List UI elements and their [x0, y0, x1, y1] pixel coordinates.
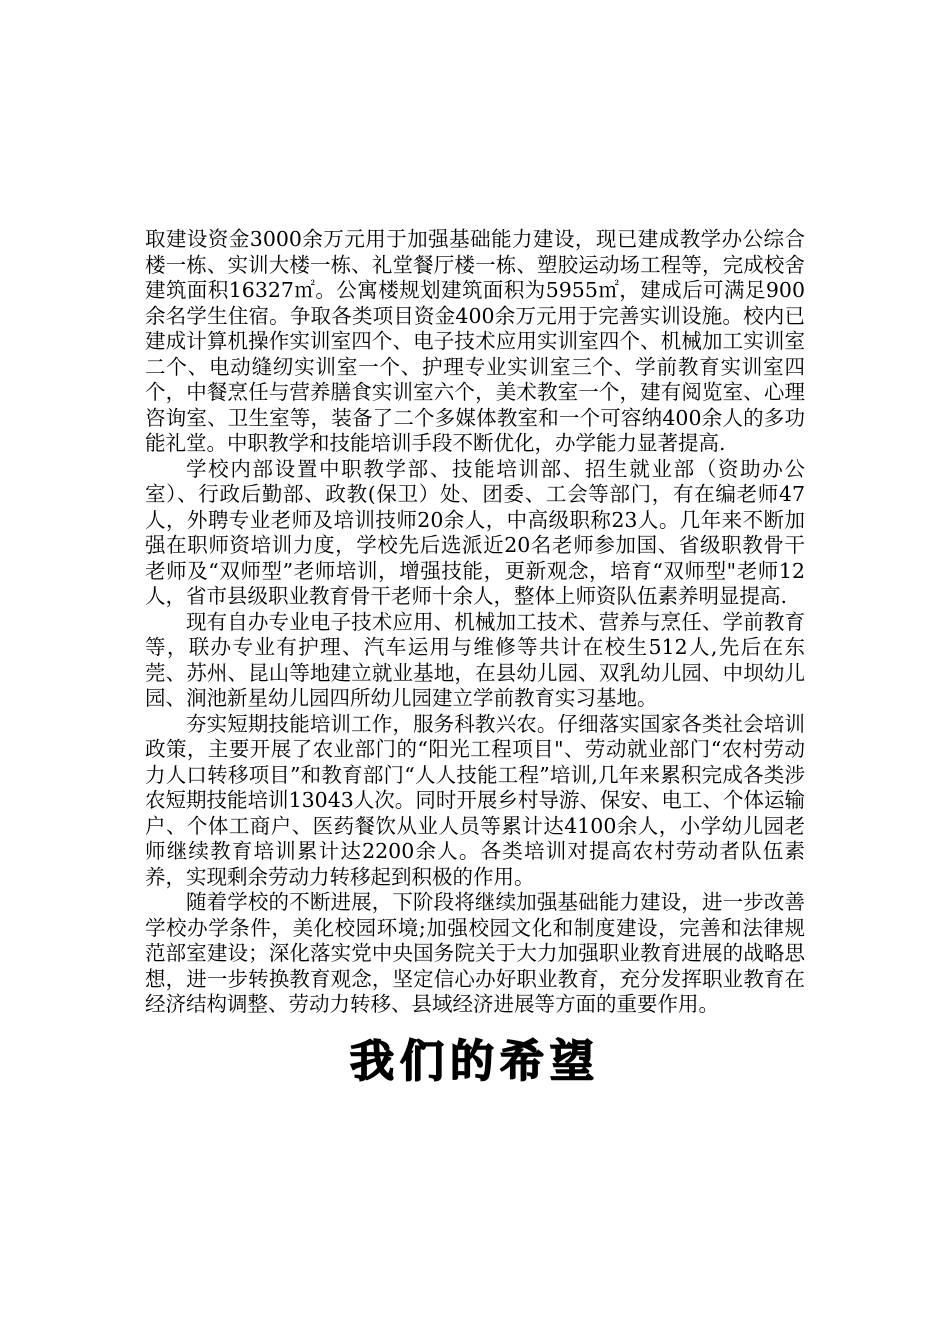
- paragraph-facilities: 取建设资金3000余万元用于加强基础能力建设，现已建成教学办公综合楼一栋、实训大楼一栋、礼堂餐厅楼一栋、塑胶运动场工程等，完成校舍建筑面积16327㎡。公寓楼规划建筑面积为5955㎡，建成后可满足900余名学生住宿。争取各类项目资金400余万元用于完善实训设施。校内已建成计算机操作实训室四个、电子技术应用实训室四个、机械加工实训室二个、电动缝纫实训室一个、护理专业实训室三个、学前教育实训室四个，中餐烹任与营养膳食实训室六个，美术教室一个，建有阅览室、心理咨询室、卫生室等，装备了二个多媒体教室和一个可容纳400余人的多功能礼堂。中职教学和技能培训手段不断优化，办学能力显著提高.: [145, 227, 805, 455]
- document-page: [145, 227, 805, 1088]
- paragraph-future: 随着学校的不断进展，下阶段将继续加强基础能力建设，进一步改善学校办学条件，美化校园环境;加强校园文化和制度建设，完善和法律规范部室建设；深化落实党中央国务院关于大力加强职业教育进展的战略思想，进一步转换教育观念，坚定信心办好职业教育，充分发挥职业教育在经济结构调整、劳动力转移、县域经济进展等方面的重要作用。: [145, 890, 805, 1016]
- paragraph-staff: 学校内部设置中职教学部、技能培训部、招生就业部（资助办公室）、行政后勤部、政教(保卫）处、团委、工会等部门，有在编老师47人，外聘专业老师及培训技师20余人，中高级职称23人。几年来不断加强在职师资培训力度，学校先后选派近20名老师参加国、省级职教骨干老师及“双师型”老师培训，增强技能，更新观念，培育“双师型"老师12人，省市县级职业教育骨干老师十余人，整体上师资队伍素养明显提高.: [145, 456, 805, 608]
- paragraph-majors: 现有自办专业电子技术应用、机械加工技术、营养与烹任、学前教育等，联办专业有护理、汽车运用与维修等共计在校生512人,先后在东莞、苏州、昆山等地建立就业基地，在县幼儿园、双乳幼儿园、中坝幼儿园、涧池新星幼儿园四所幼儿园建立学前教育实习基地。: [145, 609, 805, 710]
- paragraph-training: 夯实短期技能培训工作，服务科教兴农。仔细落实国家各类社会培训政策，主要开展了农业部门的“阳光工程项目"、劳动就业部门“农村劳动力人口转移项目”和教育部门“人人技能工程”培训,几年来累积完成各类涉农短期技能培训13043人次。同时开展乡村导游、保安、电工、个体运输户、个体工商户、医药餐饮从业人员等累计达4100余人，小学幼儿园老师继续教育培训累计达2200余人。各类培训对提高农村劳动者队伍素养，实现剩余劳动力转移起到积极的作用。: [145, 711, 805, 889]
- body-text: [145, 227, 805, 1018]
- section-heading: 我们的希望: [350, 1035, 600, 1087]
